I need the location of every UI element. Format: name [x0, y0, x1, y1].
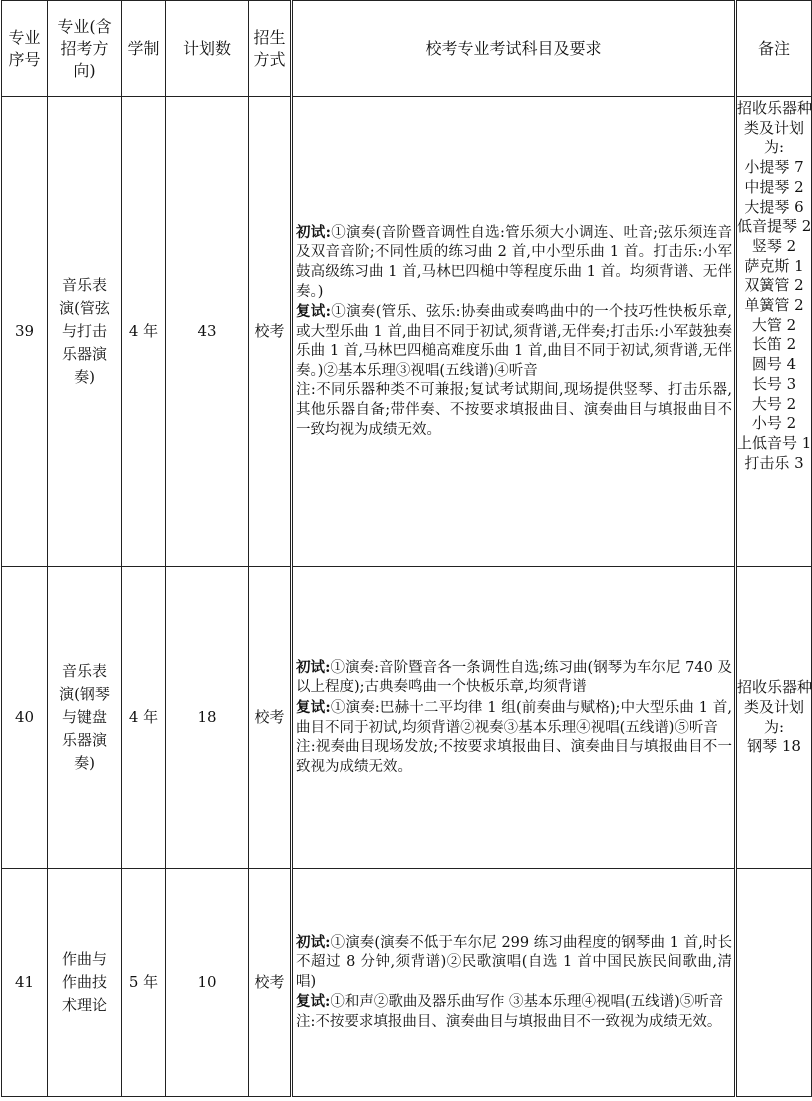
header-plan: 计划数: [166, 1, 249, 97]
table-row: [2, 869, 812, 1097]
table-row: [2, 567, 812, 869]
table-row: [2, 97, 812, 567]
row-duration: 5 年: [122, 869, 166, 1097]
row-method: 校考: [249, 97, 292, 567]
row-seq: 41: [2, 869, 48, 1097]
header-duration: 学制: [122, 1, 166, 97]
row-plan: 10: [166, 869, 249, 1097]
row-major: 音乐表 演(钢琴 与键盘 乐器演 奏): [48, 567, 122, 869]
row-duration: 4 年: [122, 567, 166, 869]
row-remarks: [736, 869, 812, 1097]
row-major: 作曲与 作曲技 术理论: [48, 869, 122, 1097]
row-method: 校考: [249, 567, 292, 869]
row-plan: 18: [166, 567, 249, 869]
header-method: 招生 方式: [249, 1, 292, 97]
row-major: 音乐表 演(管弦 与打击 乐器演 奏): [48, 97, 122, 567]
row-remarks: 招收乐器种 类及计划 为: 钢琴 18: [736, 567, 812, 869]
row-method: 校考: [249, 869, 292, 1097]
row-requirements: 初试:①演奏:音阶暨音各一条调性自选;练习曲(钢琴为车尔尼 740 及以上程度);古典奏鸣曲一个快板乐章,均须背谱 复试:①演奏:巴赫十二平均律 1 组(前奏曲与赋格);中大型乐曲 1 首,曲目不同于初试,均须背谱②视奏③基本乐理④视唱(五线谱)⑤听音 注:视奏曲目现场发放;不按要求填报曲目、演奏曲目与填报曲目不一致视为成绩无效。: [292, 567, 736, 869]
header-row: [2, 1, 812, 97]
admissions-table: [1, 0, 812, 1097]
row-seq: 39: [2, 97, 48, 567]
row-requirements: 初试:①演奏(音阶暨音调性自选:管乐须大小调连、吐音;弦乐须连音及双音音阶;不同性质的练习曲 2 首,中小型乐曲 1 首。打击乐:小军鼓高级练习曲 1 首,马林巴四槌中等程度乐曲 1 首。均须背谱、无伴奏。) 复试:①演奏(管乐、弦乐:协奏曲或奏鸣曲中的一个技巧性快板乐章,或大型乐曲 1 首,曲目不同于初试,须背谱,无伴奏;打击乐:小军鼓独奏乐曲 1 首,马林巴四槌高难度乐曲 1 首,曲目不同于初试,须背谱,无伴奏。)②基本乐理③视唱(五线谱)④听音 注:不同乐器种类不可兼报;复试考试期间,现场提供竖琴、打击乐器,其他乐器自备;带伴奏、不按要求填报曲目、演奏曲目与填报曲目不一致均视为成绩无效。: [292, 97, 736, 567]
header-seq: 专业 序号: [2, 1, 48, 97]
row-seq: 40: [2, 567, 48, 869]
row-duration: 4 年: [122, 97, 166, 567]
header-major: 专业(含 招考方 向): [48, 1, 122, 97]
header-remarks: 备注: [736, 1, 812, 97]
header-subjects: 校考专业考试科目及要求: [292, 1, 736, 97]
row-plan: 43: [166, 97, 249, 567]
row-requirements: 初试:①演奏(演奏不低于车尔尼 299 练习曲程度的钢琴曲 1 首,时长不超过 8 分钟,须背谱)②民歌演唱(自选 1 首中国民族民间歌曲,清唱) 复试:①和声②歌曲及器乐曲写作 ③基本乐理④视唱(五线谱)⑤听音 注:不按要求填报曲目、演奏曲目与填报曲目不一致视为成绩无效。: [292, 869, 736, 1097]
row-remarks: 招收乐器种 类及计划 为: 小提琴 7 中提琴 2 大提琴 6 低音提琴 2 竖琴 2 萨克斯 1 双簧管 2 单簧管 2 大管 2 长笛 2 圆号 4 长号 3 大号 2 小号 2 上低音号 1 打击乐 3: [736, 97, 812, 567]
